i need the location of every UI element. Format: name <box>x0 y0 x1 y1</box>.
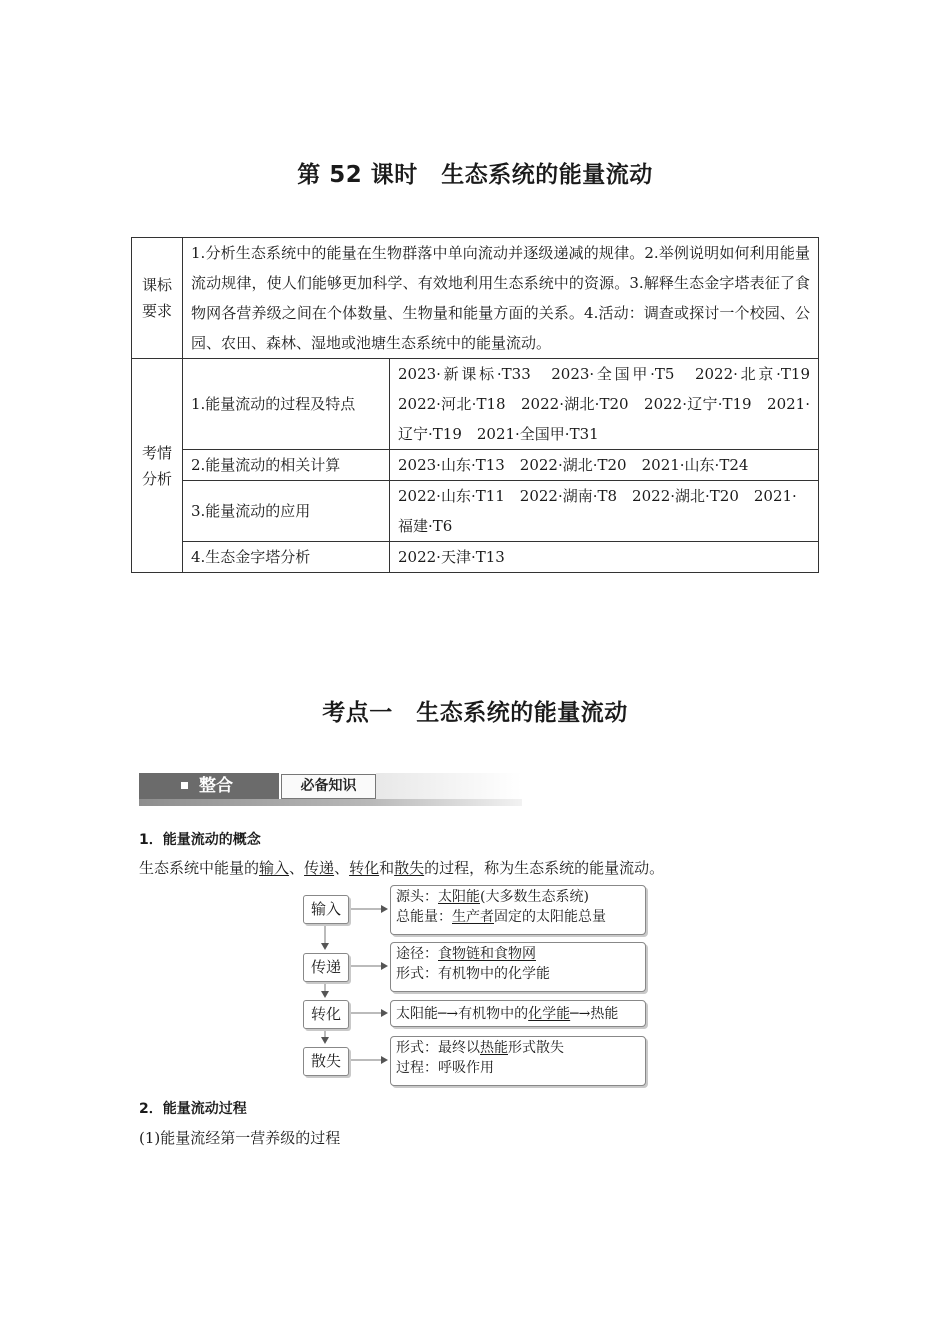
exam-refs: 2022·山东·T11 2022·湖南·T8 2022·湖北·T20 2021·福建·T6 <box>390 481 819 542</box>
long-arrow-icon: ─→ <box>570 1006 591 1022</box>
requirements-header <box>132 238 183 359</box>
underlined-term: 生产者 <box>452 909 494 925</box>
loss-node: 散失 <box>303 1047 349 1076</box>
underlined-term: 热能 <box>480 1040 508 1056</box>
banner-tail <box>376 773 522 799</box>
lesson-title: 第 52 课时 生态系统的能量流动 <box>297 162 653 188</box>
long-arrow-icon: ─→ <box>438 1006 459 1022</box>
underlined-term: 输入 <box>259 859 290 877</box>
underlined-term: 传递 <box>304 859 335 877</box>
exam-row <box>132 450 819 481</box>
section1-heading: 1．能量流动的概念 <box>139 832 261 848</box>
underlined-term: 化学能 <box>528 1006 571 1022</box>
exam-topic: 1.能量流动的过程及特点 <box>183 359 390 450</box>
exam-row <box>132 359 819 450</box>
transfer-path-line <box>396 944 640 964</box>
transform-node: 转化 <box>303 1000 349 1029</box>
section-banner <box>139 773 522 806</box>
curriculum-table <box>131 237 826 573</box>
loss-process-line: 过程：呼吸作用 <box>396 1060 494 1076</box>
separator: 、 <box>289 859 305 877</box>
exam-refs: 2022·天津·T13 <box>390 542 819 573</box>
transform-detail <box>390 1000 646 1027</box>
banner-dark-label: 整合 <box>199 776 233 796</box>
section1-sentence <box>139 857 664 878</box>
exam-analysis-header-line1: 考情 <box>141 443 172 462</box>
loss-detail <box>390 1036 646 1086</box>
loss-form-line <box>396 1038 640 1058</box>
label-prefix: 形式：最终以 <box>396 1040 480 1056</box>
conjunction: 和 <box>379 859 395 877</box>
chain-step: 太阳能 <box>396 1006 438 1022</box>
section-title: 考点一 生态系统的能量流动 <box>322 700 628 726</box>
exam-topic: 2.能量流动的相关计算 <box>183 450 390 481</box>
label-suffix: 形式散失 <box>508 1040 564 1056</box>
requirements-row <box>132 238 819 359</box>
square-bullet-icon <box>181 782 188 789</box>
label-prefix: 源头： <box>396 889 438 905</box>
transfer-node: 传递 <box>303 953 349 982</box>
exam-row <box>132 481 819 542</box>
transfer-form-line: 形式：有机物中的化学能 <box>396 966 550 982</box>
exam-topic: 3.能量流动的应用 <box>183 481 390 542</box>
section2-heading: 2．能量流动过程 <box>139 1101 247 1117</box>
exam-row <box>132 542 819 573</box>
exam-analysis-header-line2: 分析 <box>141 469 172 488</box>
chain-step: 有机物中的 <box>458 1006 529 1022</box>
banner-underbar <box>139 799 522 806</box>
sentence-prefix: 生态系统中能量的 <box>139 859 260 877</box>
separator: 、 <box>334 859 350 877</box>
requirements-header-line1: 课标 <box>141 276 172 294</box>
underlined-term: 太阳能 <box>438 889 480 905</box>
input-node: 输入 <box>303 895 349 924</box>
section2-subheading: (1)能量流经第一营养级的过程 <box>139 1129 341 1147</box>
chain-step: 热能 <box>590 1006 619 1022</box>
label-prefix: 总能量： <box>396 909 452 925</box>
label-suffix: 固定的太阳能总量 <box>494 909 606 925</box>
exam-topic: 4.生态金字塔分析 <box>183 542 390 573</box>
input-source-line <box>396 887 640 907</box>
exam-analysis-header <box>132 359 183 573</box>
underlined-term: 转化 <box>349 859 380 877</box>
exam-refs: 2023·新课标·T33 2023·全国甲·T5 2022·北京·T19 2022·河北·T18 2022·湖北·T20 2022·辽宁·T19 2021·辽宁·T19 2021·全国甲·T31 <box>390 359 819 450</box>
banner-light-label: 必备知识 <box>281 774 376 799</box>
underlined-term: 散失 <box>394 859 425 877</box>
input-total-line <box>396 907 640 927</box>
banner-dark-tab <box>139 773 279 799</box>
sentence-suffix: 的过程，称为生态系统的能量流动。 <box>424 859 665 877</box>
transfer-detail <box>390 942 646 992</box>
underlined-term: 食物链和食物网 <box>438 946 536 962</box>
label-prefix: 途径： <box>396 946 438 962</box>
input-detail <box>390 885 646 935</box>
requirements-text: 1.分析生态系统中的能量在生物群落中单向流动并逐级递减的规律。2.举例说明如何利用能量流动规律，使人们能够更加科学、有效地利用生态系统中的资源。3.解释生态金字塔表征了食物网各营养级之间在个体数量、生物量和能量方面的关系。4.活动：调查或探讨一个校园、公园、农田、森林、湿地或池塘生态系统中的能量流动。 <box>183 238 819 359</box>
label-suffix: (大多数生态系统) <box>480 889 589 905</box>
exam-refs: 2023·山东·T13 2022·湖北·T20 2021·山东·T24 <box>390 450 819 481</box>
requirements-header-line2: 要求 <box>141 302 172 320</box>
